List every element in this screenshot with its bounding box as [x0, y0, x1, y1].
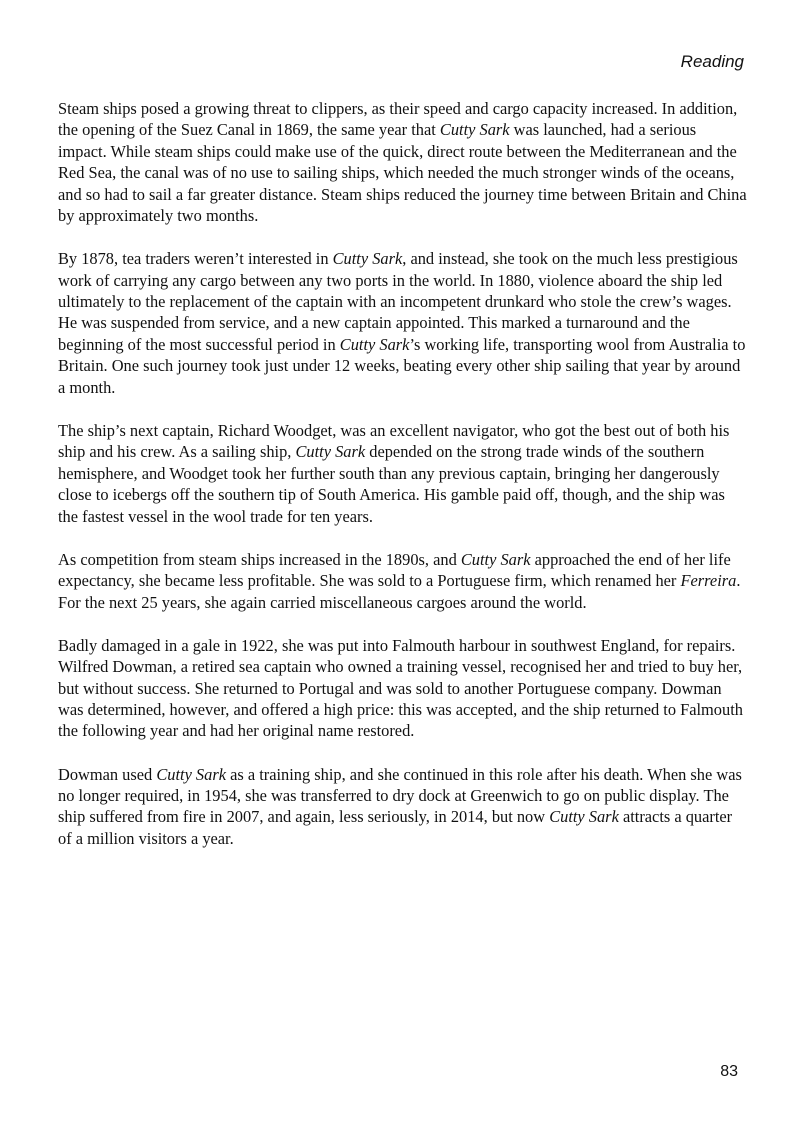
- paragraph: [58, 635, 748, 742]
- text-run: Steam ships posed a growing threat to clippers, as their speed and cargo capacity increased. In addition, the opening of the Suez Canal in 1869, the same year that: [58, 99, 738, 140]
- text-run: depended on the strong trade winds of the southern hemisphere, and Woodget took her further south than any previous captain, bringing her dangerously close to icebergs off the southern tip of South America. His gamble paid off, though, and the ship was the fastest vessel in the wool trade for ten years.: [58, 442, 725, 526]
- ship-name: Cutty Sark: [156, 764, 226, 784]
- text-run: Badly damaged in a gale in 1922, she was put into Falmouth harbour in southwest England, for repairs. Wilfred Dowman, a retired sea captain who owned a training vessel, recognised her and tried to buy her, but without success. She returned to Portugal and was sold to another Portuguese company. Dowman was determined, however, and offered a high price: this was accepted, and the ship returned to Falmouth the following year and had her original name restored.: [58, 635, 743, 741]
- text-run: The ship’s next captain, Richard Woodget, was an excellent navigator, who got the best out of both his ship and his crew. As a sailing ship,: [58, 420, 730, 462]
- ship-name: Cutty Sark: [460, 549, 531, 569]
- text-run: As competition from steam ships increased in the 1890s, and: [58, 549, 461, 569]
- text-run: was launched, had a serious impact. While steam ships could make use of the quick, direct route between the Mediterranean and the Red Sea, the canal was of no use to sailing ships, which needed the much stronger winds of the oceans, and so had to sail a far greater distance. Steam ships reduced the journey time between Britain and China by approximately two months.: [58, 120, 747, 226]
- ship-name: Cutty Sark: [439, 120, 510, 140]
- paragraph: [58, 420, 748, 527]
- text-run: . For the next 25 years, she again carried miscellaneous cargoes around the world.: [58, 571, 741, 612]
- paragraph: [58, 764, 748, 850]
- paragraph: [58, 549, 748, 613]
- article-body: [58, 98, 748, 871]
- paragraph: [58, 98, 748, 226]
- text-run: , and instead, she took on the much less prestigious work of carrying any cargo between any two ports in the world. In 1880, violence aboard the ship led ultimately to the replacement of the captain with an incompetent drunkard who stole the crew’s wages. He was suspended from service, and a new captain appointed. This marked a turnaround and the beginning of the most successful period in: [58, 249, 738, 354]
- page-number: 83: [720, 1063, 738, 1080]
- paragraph: [58, 248, 748, 398]
- text-run: ’s working life, transporting wool from Australia to Britain. One such journey took just under 12 weeks, beating every other ship sailing that year by around a month.: [58, 334, 746, 397]
- ship-name: Ferreira: [680, 571, 737, 591]
- text-run: as a training ship, and she continued in this role after his death. When she was no longer required, in 1954, she was transferred to dry dock at Greenwich to go on public display. The ship suffered from fire in 2007, and again, less seriously, in 2014, but now: [58, 764, 742, 827]
- ship-name: Cutty Sark: [295, 442, 366, 462]
- text-run: By 1878, tea traders weren’t interested in: [58, 249, 333, 269]
- text-run: Dowman used: [58, 764, 157, 784]
- text-run: attracts a quarter of a million visitors a year.: [58, 807, 733, 848]
- section-label: Reading: [680, 52, 744, 71]
- ship-name: Cutty Sark: [339, 334, 410, 354]
- text-run: approached the end of her life expectancy, she became less profitable. She was sold to a Portuguese firm, which renamed her: [58, 549, 731, 591]
- ship-name: Cutty Sark: [549, 807, 619, 827]
- ship-name: Cutty Sark: [332, 249, 403, 269]
